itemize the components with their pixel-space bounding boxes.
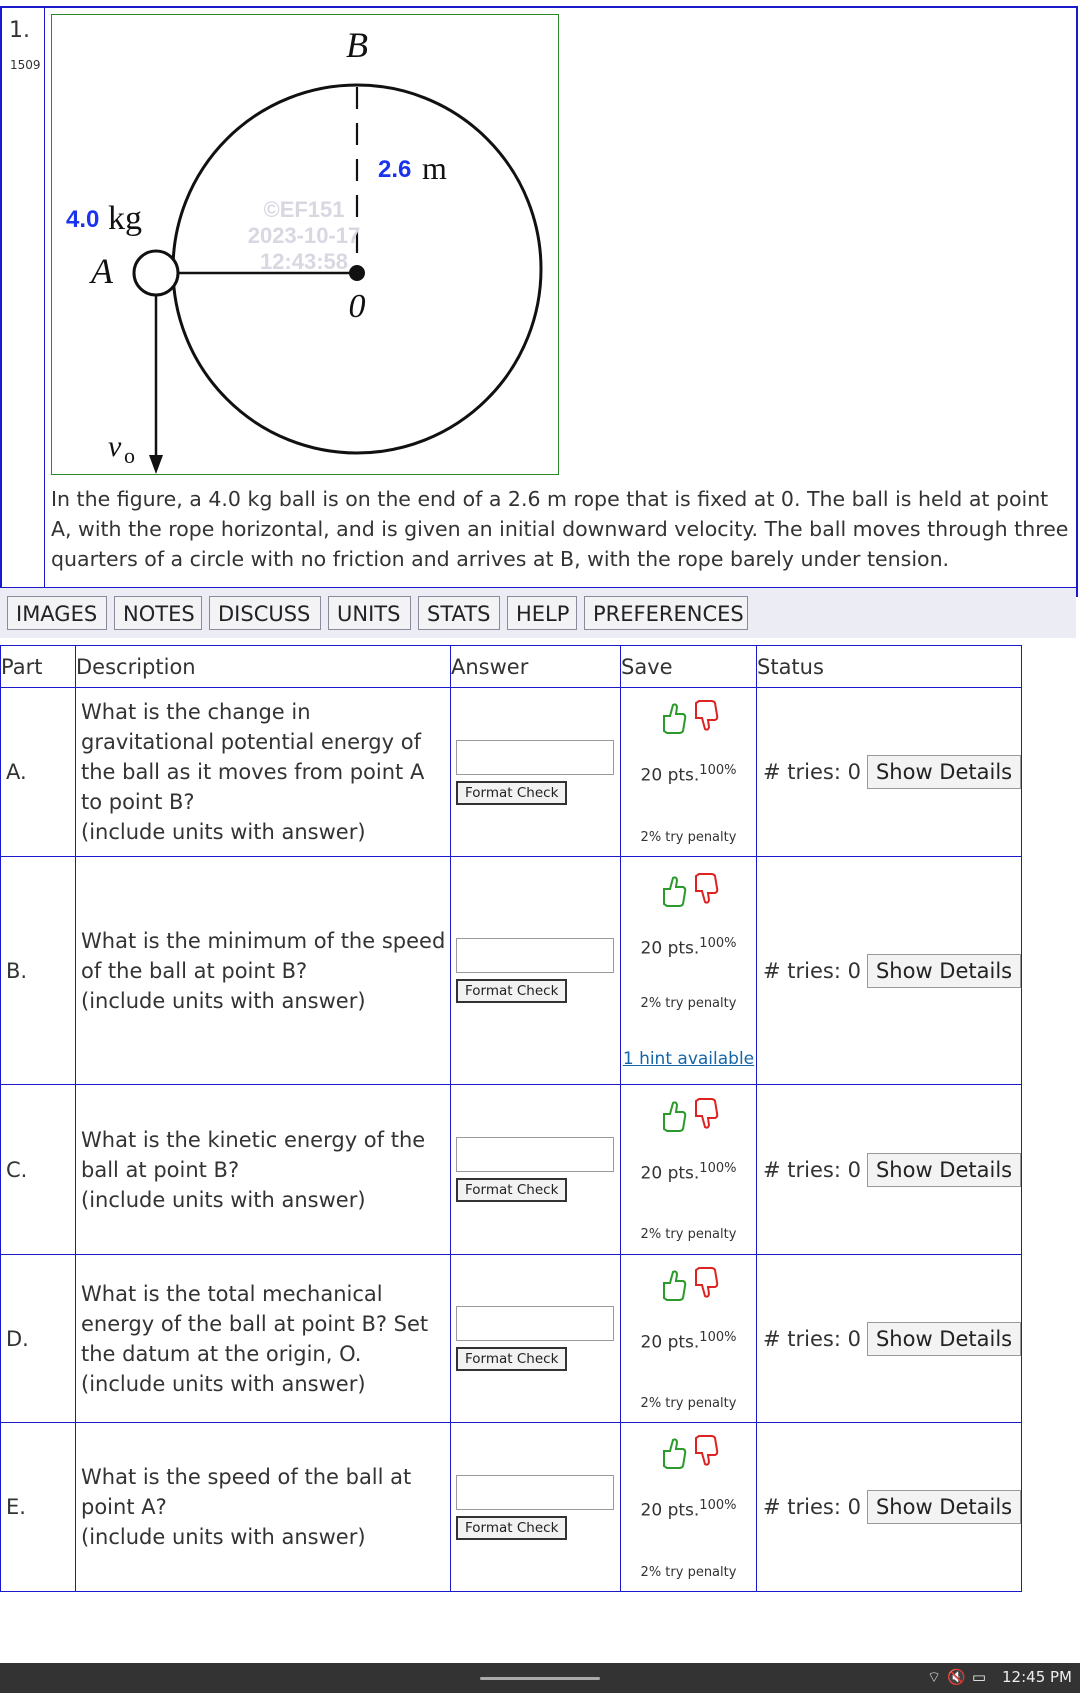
answer-cell [451,1085,621,1255]
pivot-point [349,265,365,281]
thumbs-up-icon[interactable] [659,699,687,735]
label-v: v [108,430,122,463]
rating-thumbs [621,1097,756,1133]
header-save: Save [621,646,757,688]
answer-cell [451,1255,621,1423]
show-details-button[interactable]: Show Details [867,954,1021,988]
points-percent: 100% [699,1498,737,1514]
units-note: (include units with answer) [81,1187,366,1212]
tab-discuss[interactable]: DISCUSS [209,596,321,630]
answer-input[interactable] [456,1306,614,1341]
status-cell [757,1255,1022,1423]
thumbs-up-icon[interactable] [659,1097,687,1133]
format-check-button[interactable]: Format Check [456,1347,567,1371]
try-penalty: 2% try penalty [640,1396,737,1412]
thumbs-down-icon[interactable] [691,1266,719,1302]
watermark-line-3: 12:43:58 [259,249,349,274]
points-value [621,1161,756,1184]
points-text: 20 pts. [640,938,700,959]
question-text: What is the change in gravitational potential energy of the ball as it moves from point A to point B? [81,700,425,814]
units-note: (include units with answer) [81,820,366,844]
try-penalty: 2% try penalty [640,829,737,845]
tries-count: # tries: 0 [763,760,861,784]
answer-cell [451,857,621,1085]
points-percent: 100% [699,1329,737,1345]
tries-count: # tries: 0 [763,1326,861,1351]
wifi-icon[interactable]: ⌔ [927,1668,948,1686]
watermark-line-1: ©EF151 [263,197,345,222]
tries-count: # tries: 0 [763,1157,861,1182]
part-label: C. [1,1085,76,1255]
question-text: What is the speed of the ball at point A? [81,1465,412,1519]
problem-number: 1. [9,18,30,43]
mass-unit: kg [108,200,142,237]
answer-input[interactable] [456,1475,614,1510]
table-row [1,688,1022,857]
table-row [1,857,1022,1085]
header-description: Description [76,646,451,688]
tab-preferences[interactable]: PREFERENCES [584,596,748,630]
format-check-button[interactable]: Format Check [456,1178,567,1202]
show-details-button[interactable]: Show Details [867,755,1021,789]
problem-container [0,6,1078,597]
save-cell [621,857,757,1085]
velocity-arrow-head [149,455,163,474]
thumbs-down-icon[interactable] [691,872,719,908]
taskbar-clock[interactable]: 12:45 PM [1002,1668,1072,1686]
radius-value: 2.6 [378,156,412,183]
save-cell [621,1085,757,1255]
header-status: Status [757,646,1022,688]
rating-thumbs [621,872,756,908]
label-A: A [91,251,113,291]
tries-count: # tries: 0 [763,1495,861,1519]
table-header-row [1,646,1022,688]
rating-thumbs [621,699,756,735]
part-description [76,688,451,857]
label-O: 0 [348,288,366,325]
header-part: Part [1,646,76,688]
answer-cell [451,688,621,857]
part-label: D. [1,1255,76,1423]
system-tray [927,1668,992,1687]
units-note: (include units with answer) [81,988,366,1013]
status-cell [757,857,1022,1085]
mass-value: 4.0 [66,206,100,233]
thumbs-up-icon[interactable] [659,872,687,908]
question-text: What is the kinetic energy of the ball at point B? [81,1127,426,1182]
status-cell [757,1085,1022,1255]
points-text: 20 pts. [640,1332,700,1353]
points-text: 20 pts. [640,1500,700,1521]
parts-table [0,645,1022,1592]
answer-input[interactable] [456,740,614,775]
units-note: (include units with answer) [81,1525,366,1549]
format-check-button[interactable]: Format Check [456,979,567,1003]
header-answer: Answer [451,646,621,688]
answer-input[interactable] [456,1137,614,1172]
save-cell [621,1423,757,1592]
tab-notes[interactable]: NOTES [114,596,202,630]
question-text: What is the minimum of the speed of the ball at point B? [81,928,446,983]
status-cell [757,1423,1022,1592]
tries-count: # tries: 0 [763,958,861,983]
save-cell [621,688,757,857]
show-details-button[interactable]: Show Details [867,1153,1021,1187]
try-penalty: 2% try penalty [640,996,737,1012]
taskbar [0,1663,1080,1693]
rating-thumbs [621,1434,756,1470]
thumbs-down-icon[interactable] [691,1097,719,1133]
thumbs-up-icon[interactable] [659,1434,687,1470]
points-percent: 100% [699,763,737,779]
thumbs-up-icon[interactable] [659,1266,687,1302]
thumbs-down-icon[interactable] [691,1434,719,1470]
show-details-button[interactable]: Show Details [867,1322,1021,1356]
label-v-subscript: o [124,443,135,468]
points-value [621,1330,756,1353]
points-value [621,1498,756,1521]
rating-thumbs [621,1266,756,1302]
part-description [76,1423,451,1592]
tab-bar [0,587,1076,638]
points-value [621,763,756,786]
part-description [76,857,451,1085]
save-cell [621,1255,757,1423]
try-penalty: 2% try penalty [640,1564,737,1580]
answer-cell [451,1423,621,1592]
label-B: B [346,25,368,65]
points-percent: 100% [699,935,737,951]
status-cell [757,688,1022,857]
battery-icon[interactable]: ▭ [971,1668,992,1686]
points-text: 20 pts. [640,765,700,786]
part-label: B. [1,857,76,1085]
tab-stats[interactable]: STATS [418,596,500,630]
part-label: A. [1,688,76,857]
part-description [76,1085,451,1255]
part-description [76,1255,451,1423]
format-check-button[interactable]: Format Check [456,1516,567,1540]
answer-input[interactable] [456,938,614,973]
part-label: E. [1,1423,76,1592]
table-row [1,1085,1022,1255]
problem-text: In the figure, a 4.0 kg ball is on the end of a 2.6 m rope that is fixed at 0. The ball is held at point A, with the rope horizontal, and is given an initial downward velocity. The ball moves through three quarters of a circle with no friction and arrives at B, with the rope barely under tension. [51,487,1069,571]
points-text: 20 pts. [640,1163,700,1184]
ball [134,251,178,295]
hint-link[interactable]: 1 hint available [622,1049,755,1070]
speaker-muted-icon[interactable]: 🔇 [947,1668,972,1686]
radius-unit: m [422,150,447,186]
circle-diagram [52,15,560,476]
problem-number-column [2,8,45,598]
tab-help[interactable]: HELP [507,596,577,630]
problem-id: 1509 [10,58,41,72]
watermark-line-2: 2023-10-17 [247,223,361,248]
points-value [621,936,756,959]
thumbs-down-icon[interactable] [691,699,719,735]
table-row [1,1423,1022,1592]
try-penalty: 2% try penalty [640,1227,737,1243]
problem-figure [51,14,559,475]
format-check-button[interactable]: Format Check [456,781,567,805]
question-text: What is the total mechanical energy of the ball at point B? Set the datum at the origin, O. [81,1281,429,1366]
tab-units[interactable]: UNITS [328,596,411,630]
show-details-button[interactable]: Show Details [867,1490,1021,1524]
units-note: (include units with answer) [81,1371,366,1396]
table-row [1,1255,1022,1423]
home-indicator[interactable] [480,1677,600,1680]
points-percent: 100% [699,1160,737,1176]
tab-images[interactable]: IMAGES [7,596,107,630]
